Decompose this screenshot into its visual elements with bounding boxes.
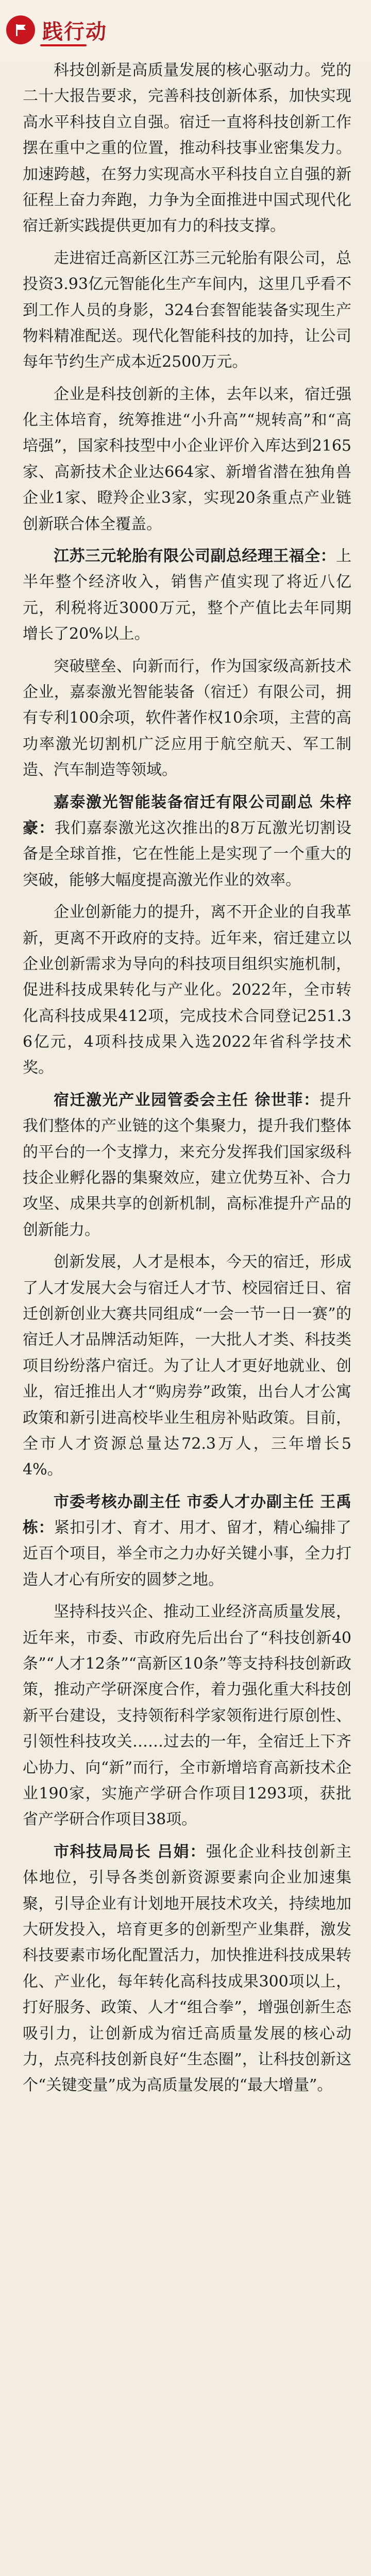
section-title: 践行动 [42,19,107,44]
paragraph [23,1249,351,1483]
paragraph-text: 企业创新能力的提升，离不开企业的自我革新，更离不开政府的支持。近年来，宿迁建立以企业创新需求为导向的科技项目组织实施机制，促进科技成果转化与产业化。2022年，全市转化高科技成果412项，完成技术合同登记251.36亿元，4项科技成果入选2022年省科学技术奖。 [23,903,351,1077]
flag-icon [6,15,35,44]
quote-text: 强化企业科技创新主体地位，引导各类创新资源要素向企业加速集聚，引导企业有计划地开展技术攻关，持续地加大研发投入，培育更多的创新型产业集群，激发科技要素市场化配置活力，加快推进科技成果转化、产业化，每年转化高科技成果300项以上，打好服务、政策、人才“组合拳”，增强创新生态吸引力，让创新成为宿迁高质量发展的核心动力，点亮科技创新良好“生态圈”，让科技创新这个“关键变量”成为高质量发展的“最大增量”。 [23,1842,351,2095]
paragraph [23,58,351,240]
speaker-name: 嘉泰激光智能装备宿迁有限公司副总 朱梓豪： [23,793,351,837]
quote-text: 紧扣引才、育才、用才、留才，精心编排了近百个项目，举全市之力办好关键小事，全力打造人才心有所安的圆梦之地。 [23,1519,352,1589]
paragraph [23,900,351,1081]
quote-paragraph [23,1839,351,2099]
quote-paragraph [23,790,351,894]
paragraph-text: 企业是科技创新的主体，去年以来，宿迁强化主体培育，统筹推进“小升高”“规转高”和“高培强”，国家科技型中小企业评价入库达到2165家、高新技术企业达664家、新增省潜在独角兽企业1家、瞪羚企业3家，实现20条重点产业链创新联合体全覆盖。 [23,385,351,533]
paragraph [23,382,351,537]
quote-paragraph [23,544,351,648]
quote-paragraph [23,1489,351,1594]
speaker-name: 江苏三元轮胎有限公司副总经理王福全： [54,547,336,566]
quote-text: 上半年整个经济收入，销售产值实现了将近八亿元，利税将近3000万元，整个产值比去年同期增长了20%以上。 [23,547,351,643]
article-body [23,58,351,2105]
speaker-name: 市委考核办副主任 市委人才办副主任 王禹栋： [23,1493,351,1537]
quote-paragraph [23,1088,351,1243]
flag-glyph [12,22,29,38]
paragraph-text: 突破壁垒、向新而行，作为国家级高新技术企业，嘉泰激光智能装备（宿迁）有限公司，拥有专利100余项，软件著作权10余项，主营的高功率激光切割机广泛应用于航空航天、军工制造、汽车制造等领域。 [23,657,351,779]
paragraph [23,654,351,784]
quote-text: 我们嘉泰激光这次推出的8万瓦激光切割设备是全球首推，它在性能上是实现了一个重大的突破，能够大幅度提高激光作业的效率。 [23,819,351,889]
section-header [6,13,171,46]
paragraph-text: 创新发展，人才是根本，今天的宿迁，形成了人才发展大会与宿迁人才节、校园宿迁日、宿迁创新创业大赛共同组成“一会一节一日一赛”的宿迁人才品牌活动矩阵，一大批人才类、科技类项目纷纷落户宿迁。为了让人才更好地就业、创业，宿迁推出人才“购房券”政策，出台人才公寓政策和新引进高校毕业生租房补贴政策。目前，全市人才资源总量达72.3万人，三年增长54%。 [23,1253,351,1479]
speaker-name: 市科技局局长 吕娟： [54,1842,206,1861]
speaker-name: 宿迁激光产业园管委会主任 徐世菲： [54,1091,320,1109]
paragraph [23,246,351,376]
paragraph-text: 坚持科技兴企、推动工业经济高质量发展，近年来，市委、市政府先后出台了“科技创新40条”“人才12条”“高新区10条”等支持科技创新政策，推动产学研深度合作，着力强化重大科技创新平台建设，支持领衔科学家领衔进行原创性、引领性科技攻关……过去的一年，全宿迁上下齐心协力、向“新”而行，全市新增培育高新技术企业190家，实施产学研合作项目1293项，获批省产学研合作项目38项。 [23,1603,351,1829]
paragraph-text: 走进宿迁高新区江苏三元轮胎有限公司，总投资3.93亿元智能化生产车间内，这里几乎看不到工作人员的身影，324台套智能装备实现生产物料精准配送。现代化智能科技的加持，让公司每年节约生产成本近2500万元。 [23,249,351,371]
paragraph [23,1599,351,1833]
paragraph-text: 科技创新是高质量发展的核心驱动力。党的二十大报告要求，完善科技创新体系，加快实现高水平科技自立自强。宿迁一直将科技创新工作摆在重中之重的位置，推动科技事业密集发力。加速跨越，在努力实现高水平科技自立自强的新征程上奋力奔跑，力争为全面推进中国式现代化宿迁新实践提供更加有力的科技支撑。 [23,61,351,235]
quote-text: 提升我们整体的产业链的这个集聚力，提升我们整体的平台的一个支撑力，来充分发挥我们国家级科技企业孵化器的集聚效应，建立优势互补、合力攻坚、成果共享的创新机制，高标准提升产品的创新能力。 [23,1091,351,1239]
title-underline [40,44,87,46]
